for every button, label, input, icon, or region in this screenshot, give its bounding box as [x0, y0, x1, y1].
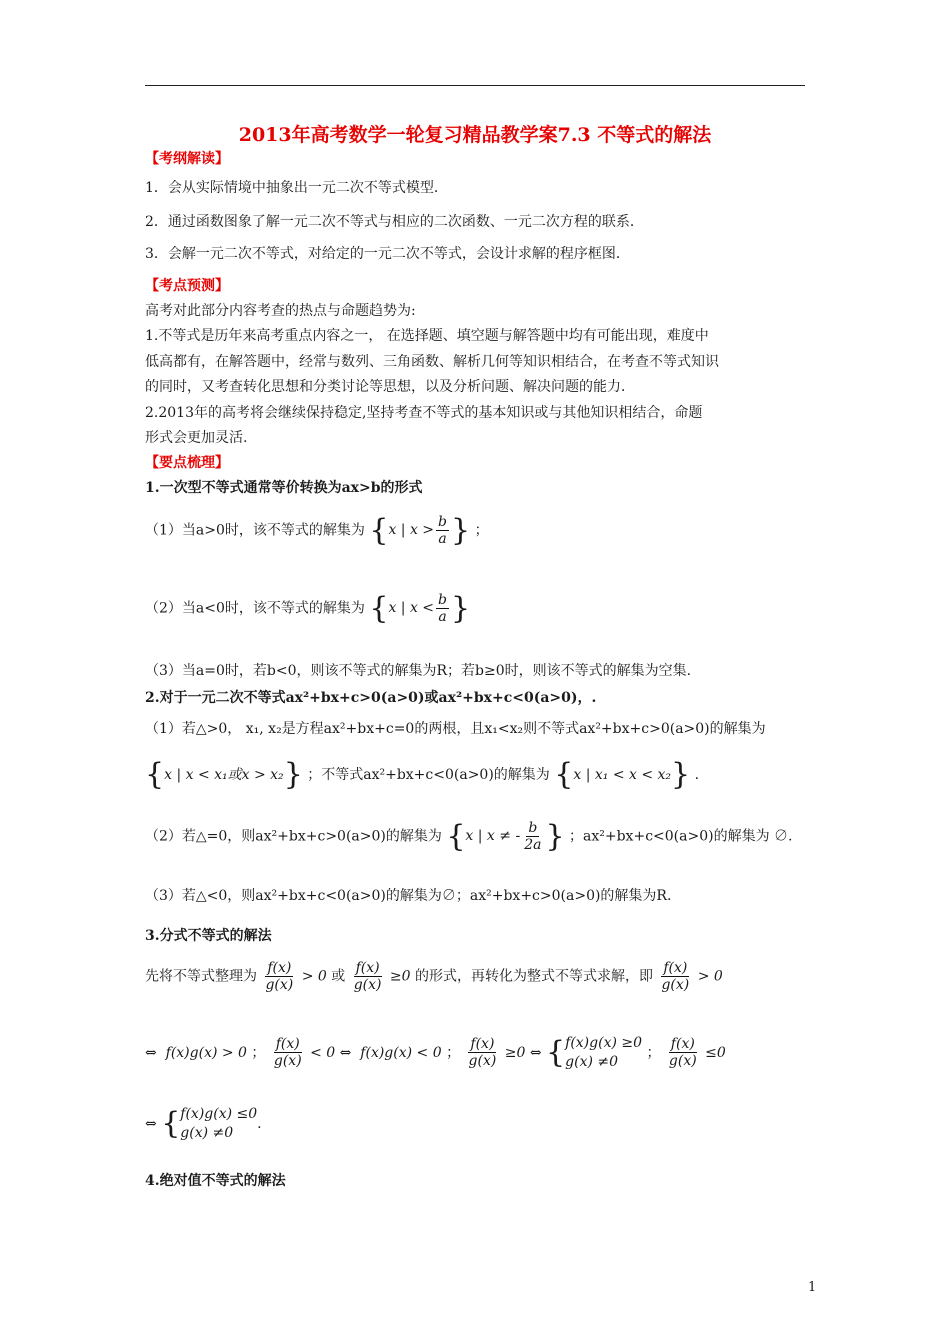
set-case2-disc0: { x | x ≠ - $\frac{b}{2a}$ }: [446, 818, 565, 854]
forecast-line-3: 的同时，又考查转化思想和分类讨论等思想，以及分析问题、解决问题的能力．: [145, 379, 635, 395]
part3-equivalences: [145, 1034, 726, 1072]
set-between-roots: { x | x₁ < x < x₂ }: [554, 757, 691, 792]
part2-case1-line2: [145, 757, 700, 792]
frac-f-g-6: $\frac{f(x)}{g(x)}$: [668, 1036, 697, 1070]
part2-case1-end: .: [694, 767, 700, 783]
part2-case3-text: （3）若△<0，则ax²+bx+c<0(a>0)的解集为: [145, 888, 442, 904]
outline-item-1: 1．会从实际情境中抽象出一元二次不等式模型．: [145, 180, 448, 196]
part1-case1-suffix: ；: [474, 522, 489, 539]
gt-zero-2: > 0: [697, 968, 723, 985]
set-between-roots-body: x | x₁ < x < x₂: [573, 766, 672, 783]
iff-symbol-4: ⇔: [145, 1115, 157, 1132]
part2-case3-suffix: ；ax²+bx+c>0(a>0)的解集为R.: [455, 888, 672, 904]
forecast-heading: 【考点预测】: [145, 278, 229, 294]
system-ge-line-2: g(x) ≠0: [565, 1053, 619, 1070]
part3-intro: [145, 960, 723, 993]
page-number: 1: [808, 1280, 817, 1295]
part1-case1-text: （1）当a>0时，该不等式的解集为: [145, 522, 365, 539]
gt-zero-1: > 0: [301, 968, 327, 985]
empty-set-symbol-2: ∅: [441, 888, 456, 904]
part1-case2: [145, 592, 470, 625]
set-case1: { x | x > $\frac{b}{a}$ }: [369, 512, 471, 548]
header-rule: [145, 85, 805, 86]
forecast-line-1: 1.不等式是历年来高考重点内容之一， 在选择题、填空题与解答题中均有可能出现，难度中: [145, 328, 709, 344]
part2-case2-end: .: [788, 828, 793, 845]
system-le-line-2: g(x) ≠0: [180, 1124, 234, 1141]
frac-b-2a: $\frac{b}{2a}$: [524, 820, 542, 854]
part1-heading: 1.一次型不等式通常等价转换为ax>b的形式: [145, 480, 423, 496]
iff-symbol-3: ⇔: [529, 1044, 542, 1061]
ge-zero-1: ≥0: [389, 968, 411, 985]
part3-heading: 3.分式不等式的解法: [145, 928, 272, 944]
key-heading: 【要点梳理】: [145, 455, 229, 471]
system-le-line-1: f(x)g(x) ≤0: [180, 1106, 258, 1122]
period: .: [257, 1115, 262, 1132]
part2-heading: 2.对于一元二次不等式ax²+bx+c>0(a>0)或ax²+bx+c<0(a>0)，.: [145, 690, 597, 706]
frac-f-g-5: $\frac{f(x)}{g(x)}$: [468, 1036, 497, 1070]
system-ge: { f(x)g(x) ≥0 g(x) ≠0: [546, 1034, 643, 1070]
iff-symbol-1: ⇔: [145, 1044, 157, 1061]
semicolon-2: ；: [446, 1044, 461, 1061]
ge-zero-2: ≥0: [504, 1044, 526, 1061]
part1-case2-text: （2）当a<0时，该不等式的解集为: [145, 600, 365, 617]
frac-b-a-2: $\frac{b}{a}$: [438, 592, 448, 626]
forecast-intro: 高考对此部分内容考查的热点与命题趋势为:: [145, 303, 416, 319]
part3-intro-text: 先将不等式整理为: [145, 968, 257, 985]
frac-f-g-2: $\frac{f(x)}{g(x)}$: [353, 960, 382, 994]
forecast-line-4: 2.2013年的高考将会继续保持稳定,坚持考查不等式的基本知识或与其他知识相结合，命题: [145, 405, 703, 421]
part4-heading: 4.绝对值不等式的解法: [145, 1173, 286, 1189]
semicolon-3: ；: [646, 1044, 661, 1061]
or-word: 或: [331, 968, 346, 985]
empty-set-symbol: ∅: [774, 828, 789, 845]
forecast-line-2: 低高都有，在解答题中，经常与数列、三角函数、解析几何等知识相结合，在考查不等式知识: [145, 354, 719, 370]
le-zero: ≤0: [705, 1044, 726, 1061]
outline-item-3: 3．会解一元二次不等式，对给定的一元二次不等式，会设计求解的程序框图．: [145, 246, 630, 262]
page-title: 2013年高考数学一轮复习精品教学案7.3 不等式的解法: [238, 124, 712, 146]
set-outside-roots: { x | x < x₁或x > x₂ }: [145, 757, 303, 792]
outline-heading: 【考纲解读】: [145, 151, 229, 167]
product-gt-zero: f(x)g(x) > 0: [165, 1044, 247, 1061]
set-outside-roots-body: x | x < x₁或x > x₂: [164, 766, 284, 783]
system-ge-line-1: f(x)g(x) ≥0: [565, 1035, 643, 1051]
forecast-line-5: 形式会更加灵活.: [145, 430, 248, 446]
part2-case1-mid: ；不等式ax²+bx+c<0(a>0)的解集为: [307, 767, 550, 783]
part2-case2-mid: ；ax²+bx+c<0(a>0)的解集为: [569, 828, 770, 845]
part1-case3: （3）当a=0时，若b<0，则该不等式的解集为R；若b≥0时，则该不等式的解集为空集.: [145, 663, 692, 679]
frac-f-g-1: $\frac{f(x)}{g(x)}$: [265, 960, 294, 994]
part1-case1: [145, 514, 489, 547]
part3-final: [145, 1105, 262, 1143]
set-case2-body: x | x <: [388, 600, 435, 617]
frac-f-g-4: $\frac{f(x)}{g(x)}$: [273, 1036, 302, 1070]
system-le: { f(x)g(x) ≤0 g(x) ≠0: [161, 1105, 258, 1141]
set-case2-disc0-body: x | x ≠ -: [465, 828, 521, 845]
frac-f-g-3: $\frac{f(x)}{g(x)}$: [661, 960, 690, 994]
part2-case2: [145, 820, 792, 853]
part2-case1-line1: （1）若△>0， x₁, x₂是方程ax²+bx+c=0的两根，且x₁<x₂则不等式ax²+bx+c>0(a>0)的解集为: [145, 721, 766, 737]
set-case2: { x | x < $\frac{b}{a}$ }: [369, 590, 471, 626]
outline-item-2: 2．通过函数图象了解一元二次不等式与相应的二次函数、一元二次方程的联系．: [145, 214, 644, 230]
semicolon-1: ；: [251, 1044, 266, 1061]
frac-b-a-1: $\frac{b}{a}$: [438, 514, 448, 548]
set-case1-body: x | x >: [388, 522, 435, 539]
product-lt-zero: f(x)g(x) < 0: [360, 1044, 442, 1061]
lt-zero: < 0: [310, 1044, 336, 1061]
iff-symbol-2: ⇔: [339, 1044, 352, 1061]
part2-case3: [145, 888, 671, 905]
part2-case2-text: （2）若△=0，则ax²+bx+c>0(a>0)的解集为: [145, 828, 442, 845]
part3-intro-mid: 的形式，再转化为整式不等式求解，即: [415, 968, 654, 985]
